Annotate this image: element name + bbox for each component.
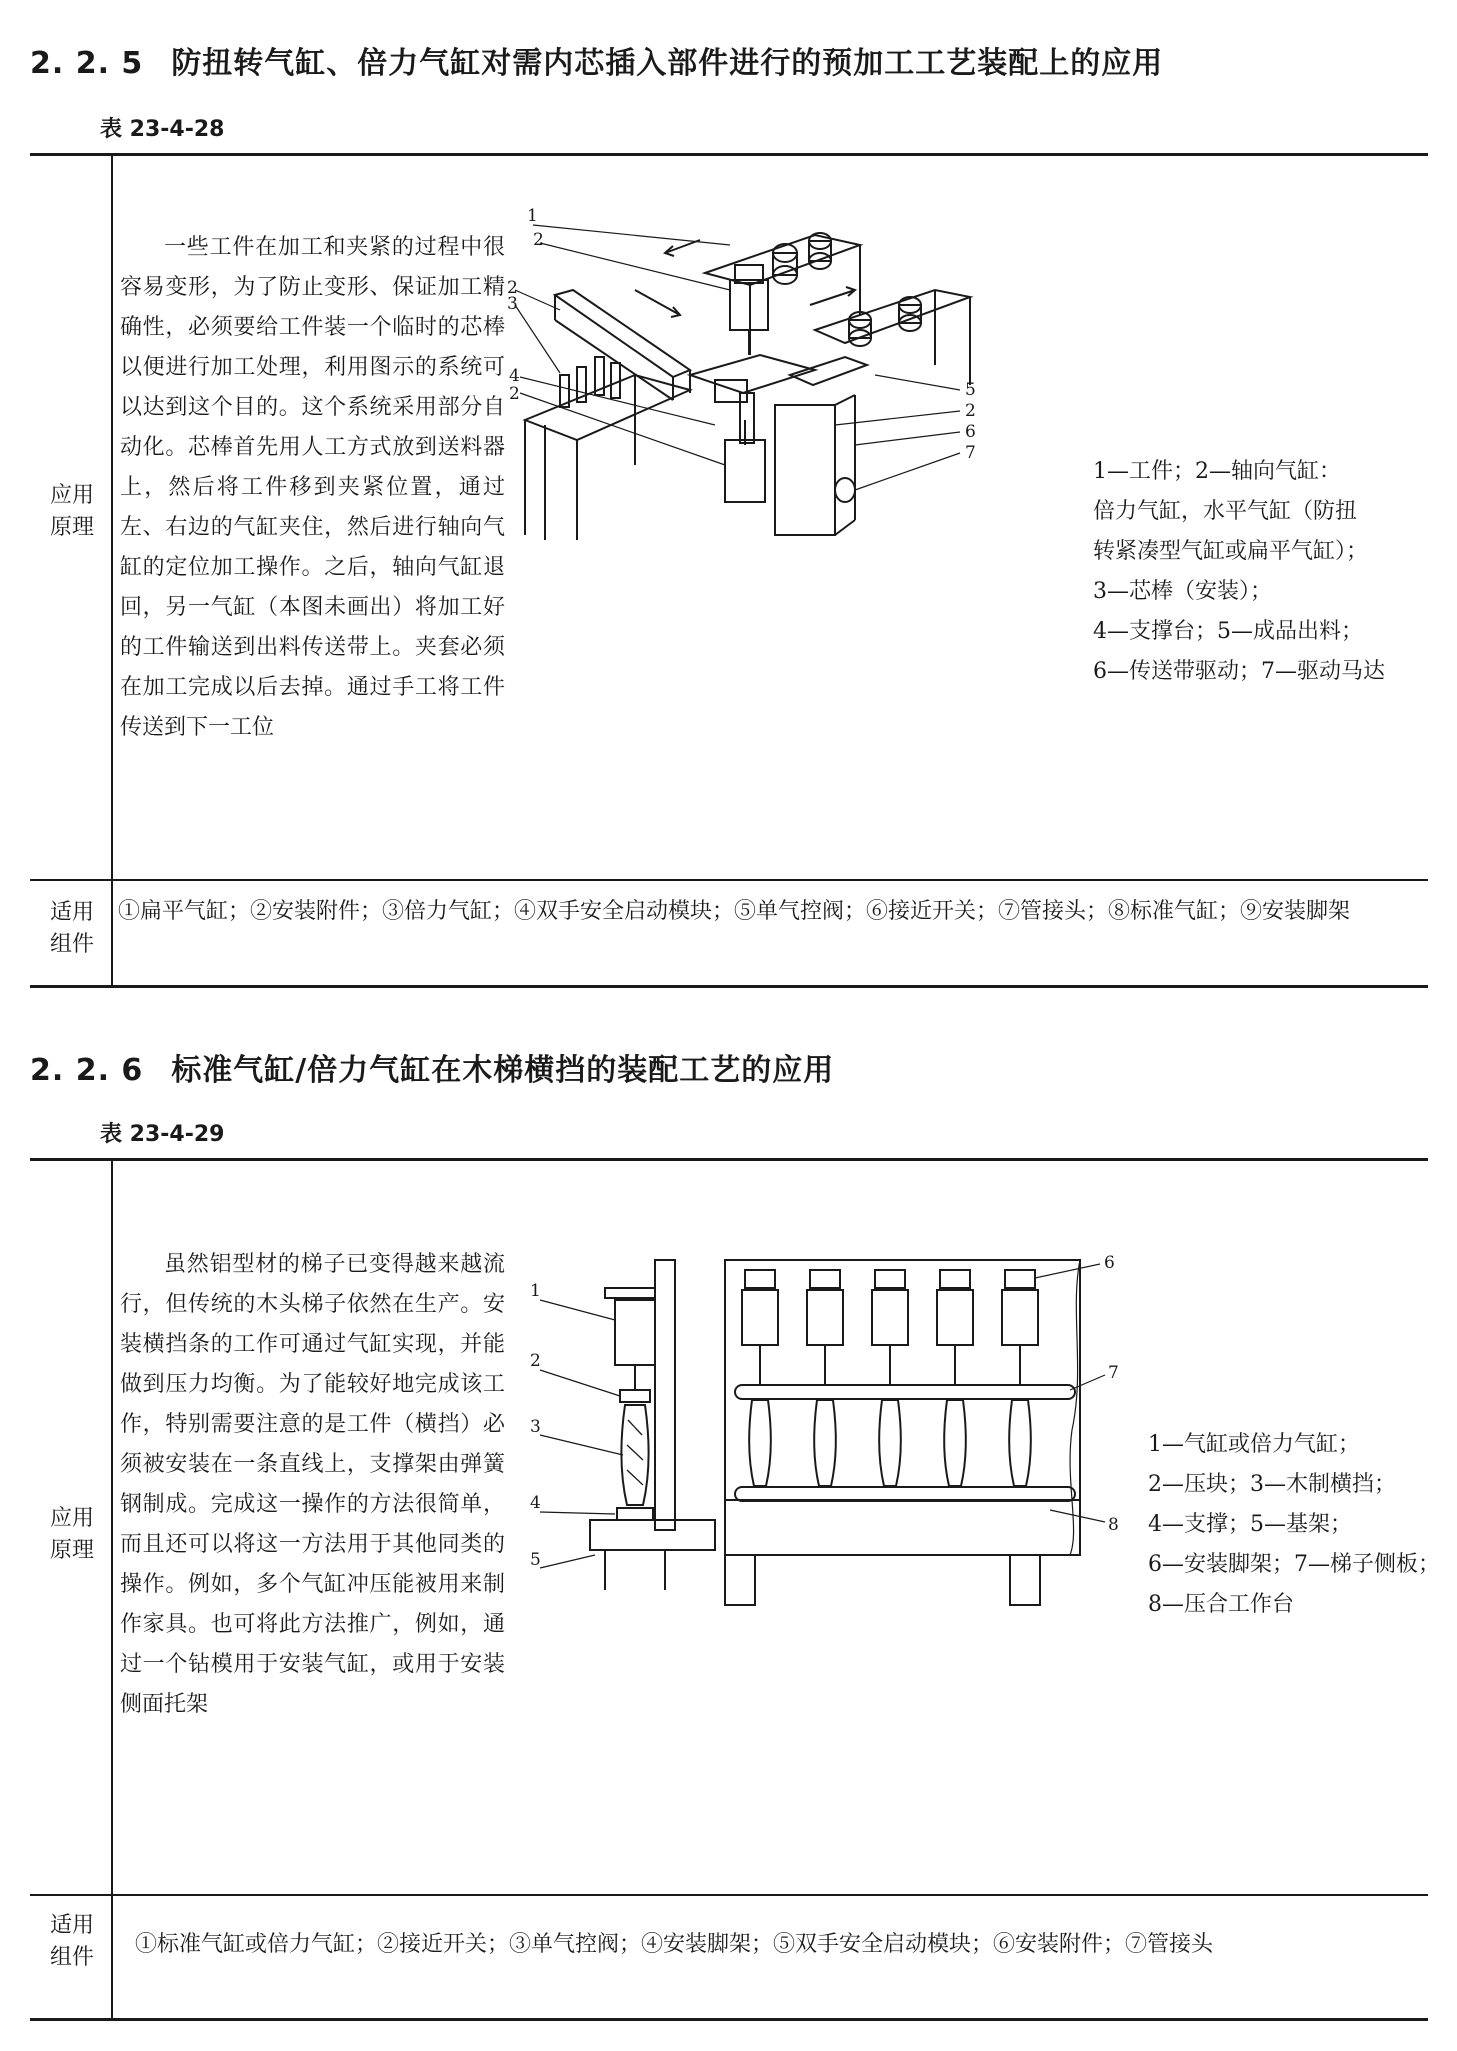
section-title: 防扭转气缸、倍力气缸对需内芯插入部件进行的预加工工艺装配上的应用 (171, 46, 1164, 81)
principle-text: 一些工件在加工和夹紧的过程中很容易变形，为了防止变形、保证加工精确性，必须要给工件装一个临时的芯棒以便进行加工处理，利用图示的系统可以达到这个目的。这个系统采用部分自动化。芯棒首先用人工方式放到送料器上，然后将工件移到夹紧位置，通过左、右边的气缸夹住，然后进行轴向气缸的定位加工操作。之后，轴向气缸退回，另一气缸（本图未画出）将加工好的工件输送到出料传送带上。夹套必须在加工完成以后去掉。通过手工将工件传送到下一工位 (120, 235, 505, 740)
section-heading-2-2-6 (30, 1045, 834, 1089)
wooden-rung (621, 1405, 648, 1505)
table-bottom-rule (30, 2018, 1428, 2021)
callout-5: 5 (530, 1550, 541, 1570)
cylinder-3 (872, 1270, 908, 1486)
cylinder-5 (1002, 1270, 1038, 1486)
ladder-side-rail-lower (735, 1487, 1075, 1501)
clamp-jaw (715, 380, 747, 402)
callout-6: 6 (1104, 1253, 1115, 1273)
frame-column (655, 1260, 675, 1530)
row-label-components: 适用 组件 (49, 1913, 94, 1970)
outfeed-conveyor (815, 290, 970, 343)
callout-5: 5 (965, 380, 976, 400)
table-top-rule (30, 1158, 1428, 1161)
callout-7: 7 (1108, 1363, 1119, 1383)
row-divider (30, 1894, 1428, 1896)
row-divider (30, 879, 1428, 881)
section-number: 2. 2. 5 (30, 46, 144, 81)
table-number: 表 23-4-29 (100, 1122, 225, 1147)
ladder-press-side-view (530, 1250, 695, 1590)
row-label-principle: 应用 原理 (49, 483, 94, 540)
table-bottom-rule (30, 985, 1428, 988)
drive-motor (835, 478, 855, 502)
callout-1: 1 (527, 206, 538, 226)
support (617, 1508, 653, 1520)
section-number: 2. 2. 6 (30, 1053, 144, 1088)
callout-7: 7 (965, 443, 976, 463)
callout-4: 4 (530, 1493, 541, 1513)
cylinder (615, 1300, 655, 1365)
figure-legend-1: 1—工件；2—轴向气缸： 倍力气缸，水平气缸（防扭 转紧凑型气缸或扁平气缸）； 3—芯棒（安装）； 4—支撑台；5—成品出料； 6—传送带驱动；7—驱动马达 (1093, 459, 1385, 684)
section-heading-2-2-5 (30, 38, 1163, 82)
section-title: 标准气缸/倍力气缸在木梯横挡的装配工艺的应用 (171, 1053, 835, 1088)
callout-2: 2 (509, 384, 520, 404)
drive-box (775, 405, 835, 535)
base-frame (590, 1520, 715, 1550)
principle-text: 虽然铝型材的梯子已变得越来越流行，但传统的木头梯子依然在生产。安装横挡条的工作可通过气缸实现，并能做到压力均衡。为了能较好地完成该工作，特别需要注意的是工件（横挡）必须被安装在一条直线上，支撑架由弹簧钢制成。完成这一操作的方法很简单，而且还可以将这一方法用于其他同类的操作。例如，多个气缸冲压能被用来制作家具。也可将此方法推广，例如，通过一个钻模用于安装气缸，或用于安装侧面托架 (120, 1252, 505, 1717)
components-text: ①标准气缸或倍力气缸；②接近开关；③单气控阀；④安装脚架；⑤双手安全启动模块；⑥安装附件；⑦管接头 (135, 1932, 1214, 1957)
row-label-principle: 应用 原理 (49, 1506, 94, 1563)
axial-cylinder-bottom (725, 440, 765, 502)
callout-2: 2 (530, 1351, 541, 1371)
callout-1: 1 (530, 1281, 541, 1301)
cylinder-4 (937, 1270, 973, 1486)
table-column-rule (111, 155, 113, 987)
callout-4: 4 (509, 366, 520, 386)
row-label-components: 适用 组件 (49, 900, 94, 957)
callout-8: 8 (1108, 1515, 1119, 1535)
table-number: 表 23-4-28 (100, 117, 225, 142)
ladder-press-front-view (720, 1250, 1140, 1615)
callout-2: 2 (507, 278, 518, 298)
pressure-block (620, 1390, 650, 1402)
mandrel (611, 363, 620, 398)
cylinder-2 (807, 1270, 843, 1486)
assembly-figure-1 (507, 206, 985, 615)
callout-6: 6 (965, 422, 976, 442)
table-top-rule (30, 153, 1428, 156)
callout-3: 3 (530, 1417, 541, 1437)
ladder-side-rail-upper (735, 1385, 1075, 1399)
table-column-rule (111, 1160, 113, 2020)
components-text: ①扁平气缸；②安装附件；③倍力气缸；④双手安全启动模块；⑤单气控阀；⑥接近开关；⑦管接头；⑧标准气缸；⑨安装脚架 (118, 899, 1351, 924)
callout-3: 3 (507, 294, 518, 314)
cylinder-1 (742, 1270, 778, 1486)
infeed-conveyor (705, 235, 860, 285)
figure-legend-2: 1—气缸或倍力气缸； 2—压块；3—木制横挡； 4—支撑；5—基架； 6—安装脚架；7—梯子侧板； 8—压合工作台 (1148, 1432, 1440, 1617)
callout-2: 2 (965, 401, 976, 421)
callout-2: 2 (533, 230, 544, 250)
horizontal-cylinder-right (790, 357, 867, 385)
press-table (725, 1500, 1080, 1555)
